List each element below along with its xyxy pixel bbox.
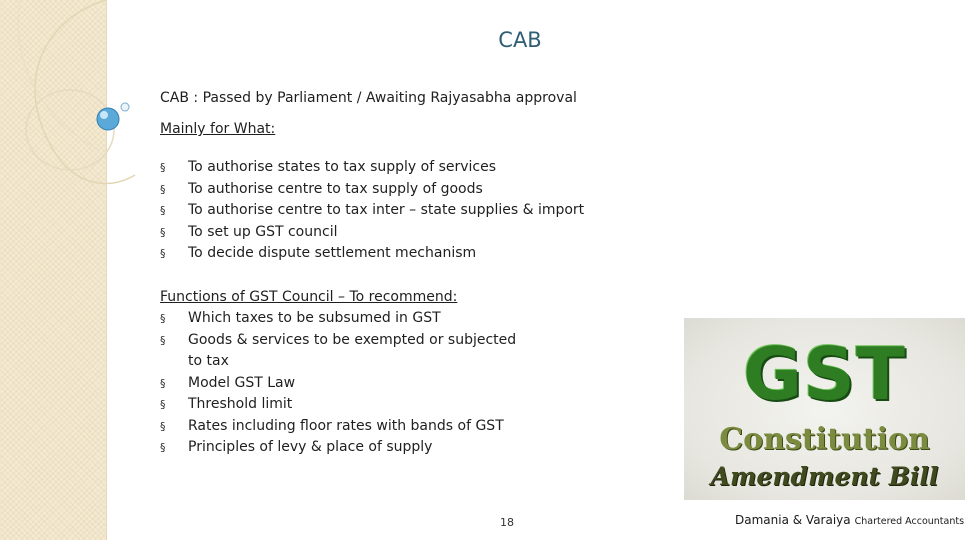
bullet-icon: §: [160, 376, 166, 390]
bullet-icon: §: [160, 161, 166, 174]
bullet-icon: §: [160, 333, 166, 347]
slide-title: CAB: [498, 28, 542, 52]
bubble-decoration: [0, 0, 140, 200]
footer-brand: [735, 513, 964, 527]
bullet-icon: §: [160, 398, 166, 411]
firm-name: Damania & Varaiya: [735, 513, 851, 527]
list-item: § To authorise states to tax supply of services: [160, 157, 584, 179]
firm-suffix: Chartered Accountants: [854, 516, 965, 527]
constitution-text: Constitution: [719, 422, 930, 457]
list-item: § To decide dispute settlement mechanism: [160, 243, 584, 265]
list-item: § Goods & services to be exempted or subjected to tax: [160, 331, 517, 369]
bullet-icon: §: [160, 441, 166, 454]
list-item: § Which taxes to be subsumed in GST: [160, 308, 540, 330]
list-item: § To authorise centre to tax supply of goods: [160, 179, 584, 201]
page-number: 18: [500, 516, 514, 529]
section2-list: [160, 308, 540, 459]
list-item: § Model GST Law: [160, 373, 540, 395]
section1-heading: Mainly for What:: [160, 121, 276, 137]
list-item: § Rates including floor rates with bands of GST: [160, 416, 540, 438]
gst-logo-text: GST: [742, 332, 907, 416]
section1-list: [160, 157, 584, 265]
bullet-icon: §: [160, 204, 166, 217]
section2-heading: Functions of GST Council – To recommend:: [160, 289, 458, 305]
gst-amendment-image: [684, 318, 965, 500]
bullet-icon: §: [160, 419, 166, 433]
list-item: § Principles of levy & place of supply: [160, 437, 540, 459]
bullet-icon: §: [160, 247, 166, 260]
list-item: § Threshold limit: [160, 394, 540, 416]
bullet-icon: §: [160, 312, 166, 325]
bullet-icon: §: [160, 182, 166, 196]
amendment-bill-text: Amendment Bill: [710, 462, 939, 491]
bullet-icon: §: [160, 225, 166, 239]
list-item: § To set up GST council: [160, 222, 584, 244]
status-line: CAB : Passed by Parliament / Awaiting Rajyasabha approval: [160, 90, 577, 106]
list-item: § To authorise centre to tax inter – state supplies & import: [160, 200, 584, 222]
